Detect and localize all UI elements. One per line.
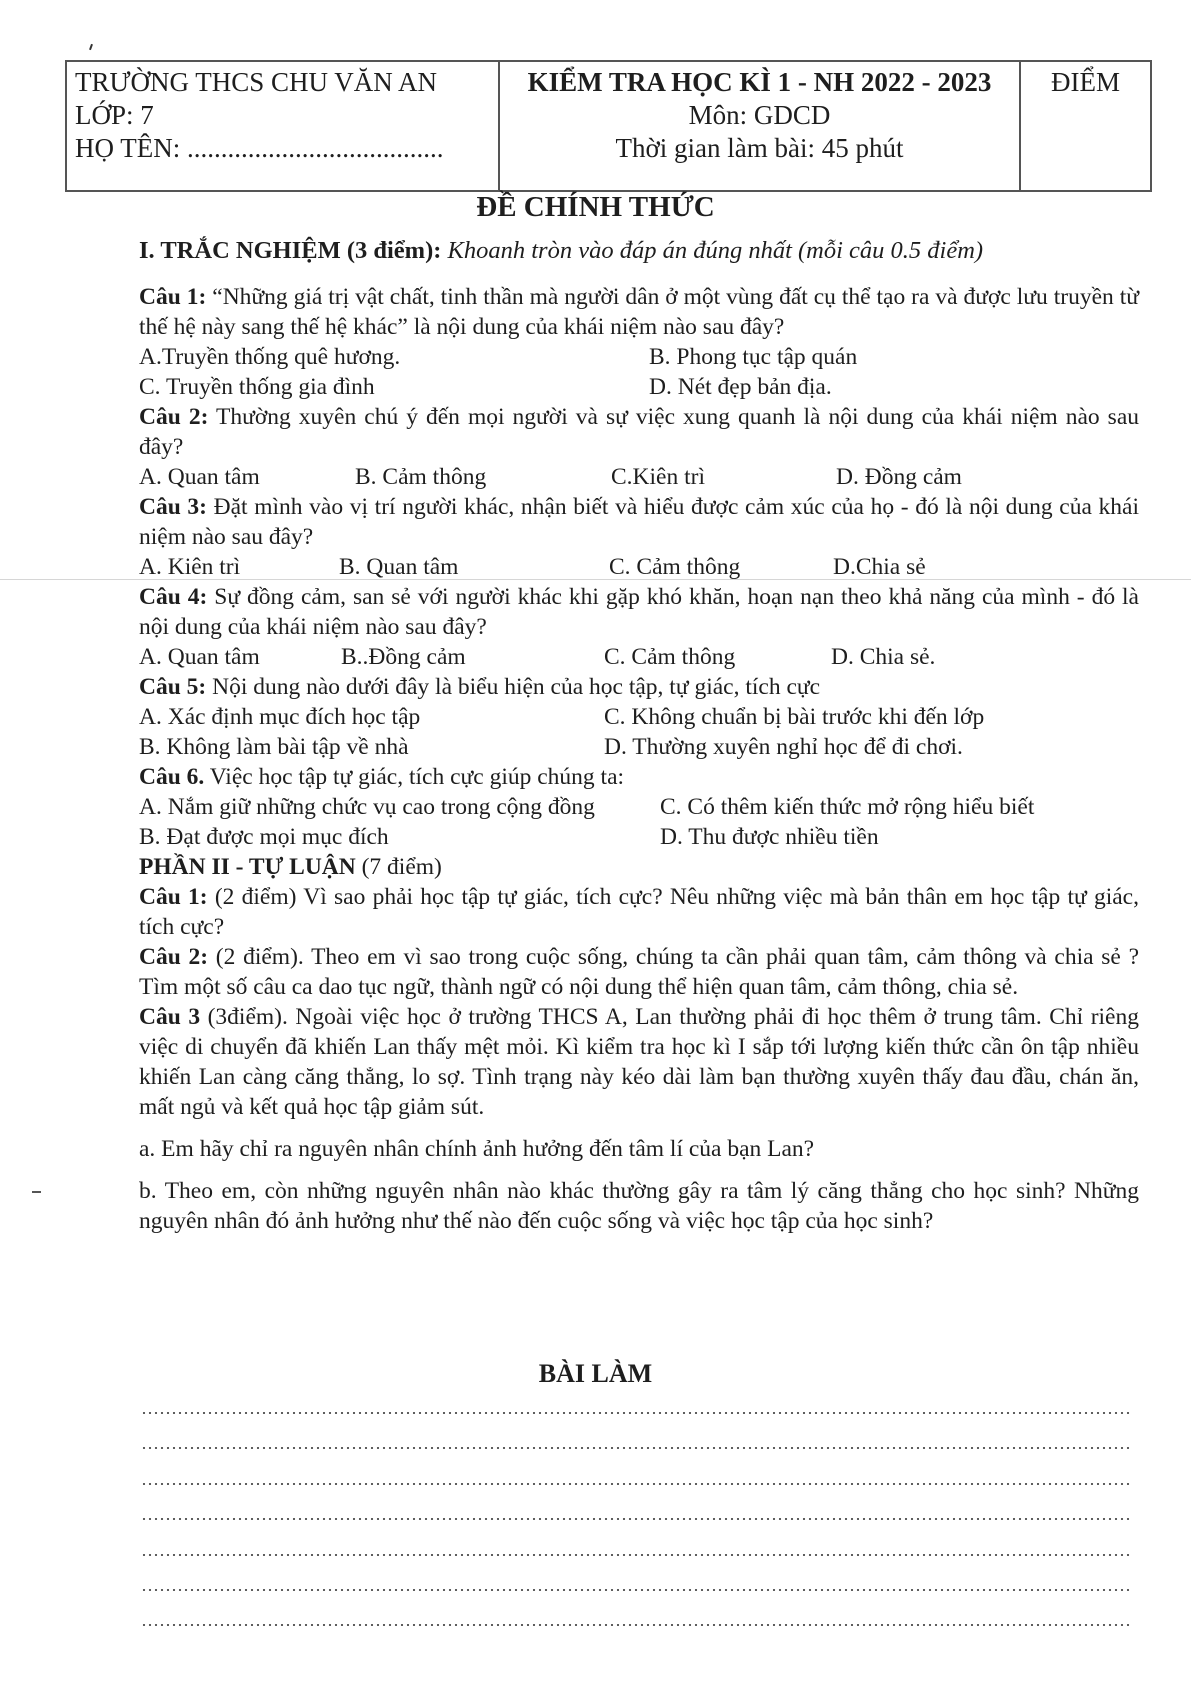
- question-label: Câu 6.: [139, 764, 205, 790]
- answer-line[interactable]: [141, 1412, 1131, 1414]
- question-text: Việc học tập tự giác, tích cực giúp chúng ta:: [204, 764, 625, 790]
- option-a: A. Xác định mục đích học tập: [139, 704, 421, 730]
- question-text: Thường xuyên chú ý đến mọi người và sự việc xung quanh là nội dung của khái niệm nào sau đây?: [139, 404, 1139, 460]
- essay-question-1: [139, 882, 1139, 942]
- question-text: (2 điểm) Vì sao phải học tập tự giác, tích cực? Nêu những việc mà bản thân em học tập tự giác, tích cực?: [139, 884, 1139, 940]
- option-d: D. Nét đẹp bản địa.: [649, 374, 832, 400]
- essay-question-3: [139, 1002, 1139, 1122]
- mcq-question-2: [139, 402, 1139, 462]
- question-label: Câu 2:: [139, 404, 209, 430]
- option-c: C. Cảm thông: [604, 644, 736, 670]
- mcq-question-5: [139, 672, 1139, 702]
- exam-title: KIỂM TRA HỌC KÌ 1 - NH 2022 - 2023: [527, 67, 992, 97]
- question-label: Câu 4:: [139, 584, 208, 610]
- option-d: D. Thu được nhiều tiền: [660, 824, 879, 850]
- part-2-points: (7 điểm): [355, 854, 442, 880]
- section-1-instruction: Khoanh tròn vào đáp án đúng nhất (mỗi câu 0.5 điểm): [447, 237, 984, 264]
- scan-speck: [89, 44, 93, 50]
- question-text: (2 điểm). Theo em vì sao trong cuộc sống, chúng ta cần phải quan tâm, cảm thông và chia sẻ ? Tìm một số câu ca dao tục ngữ, thành ngữ có nội dung thể hiện quan tâm, cảm thông, chia sẻ.: [139, 944, 1139, 1000]
- question-text: Đặt mình vào vị trí người khác, nhận biết và hiểu được cảm xúc của họ - đó là nội dung của khái niệm nào sau đây?: [139, 494, 1139, 550]
- option-b: B. Cảm thông: [355, 464, 487, 490]
- question-label: Câu 1:: [139, 284, 207, 310]
- question-text: Nội dung nào dưới đây là biểu hiện của học tập, tự giác, tích cực: [206, 674, 821, 700]
- option-b: B. Quan tâm: [339, 554, 459, 580]
- answer-line[interactable]: [141, 1554, 1131, 1556]
- question-label: Câu 1:: [139, 884, 208, 910]
- part-2-title: PHẦN II - TỰ LUẬN: [139, 854, 356, 880]
- score-label: ĐIỂM: [1051, 67, 1120, 97]
- school-name: TRƯỜNG THCS CHU VĂN AN: [75, 67, 437, 97]
- option-a: A. Nắm giữ những chức vụ cao trong cộng đồng: [139, 794, 595, 820]
- official-title: ĐỀ CHÍNH THỨC: [476, 191, 715, 223]
- option-a: A. Kiên trì: [139, 554, 241, 580]
- option-b: B. Không làm bài tập về nhà: [139, 734, 409, 760]
- mcq-question-3: [139, 492, 1139, 552]
- option-c: C.Kiên trì: [611, 464, 705, 490]
- subject-label: Môn: GDCD: [688, 100, 831, 130]
- option-d: D. Thường xuyên nghỉ học để đi chơi.: [604, 734, 963, 760]
- spacer: [139, 1164, 1139, 1176]
- option-c: C. Cảm thông: [609, 554, 741, 580]
- essay-question-3a: a. Em hãy chỉ ra nguyên nhân chính ảnh hưởng đến tâm lí của bạn Lan?: [139, 1136, 815, 1162]
- option-c: C. Truyền thống gia đình: [139, 374, 375, 400]
- mcq-3-options: [139, 552, 1139, 582]
- part-2-heading: [139, 852, 1139, 882]
- option-d: D.Chia sẻ: [833, 554, 926, 580]
- question-label: Câu 3:: [139, 494, 208, 520]
- spacer: [139, 1122, 1139, 1134]
- mcq-question-4: [139, 582, 1139, 642]
- section-1-title: I. TRẮC NGHIỆM (3 điểm):: [139, 237, 442, 264]
- header-left-cell: [67, 62, 500, 190]
- class-label: LỚP: 7: [75, 100, 154, 130]
- answer-line[interactable]: [141, 1447, 1131, 1449]
- answer-line[interactable]: [141, 1624, 1131, 1626]
- option-c: C. Có thêm kiến thức mở rộng hiểu biết: [660, 794, 1035, 820]
- answer-line[interactable]: [141, 1518, 1131, 1520]
- answer-line[interactable]: [141, 1589, 1131, 1591]
- header-middle-cell: [500, 62, 1021, 190]
- student-name-field: HỌ TÊN: ......................................: [75, 133, 444, 163]
- option-a: A. Quan tâm: [139, 644, 260, 670]
- mcq-1-options: [139, 342, 1139, 402]
- option-b: B. Đạt được mọi mục đích: [139, 824, 389, 850]
- answer-line[interactable]: [141, 1483, 1131, 1485]
- score-cell: [1021, 62, 1150, 190]
- option-b: B..Đồng cảm: [341, 644, 466, 670]
- mcq-5-options: [139, 702, 1139, 762]
- section-1-heading: [139, 236, 1139, 266]
- mcq-2-options: [139, 462, 1139, 492]
- option-d: D. Đồng cảm: [836, 464, 962, 490]
- essay-question-3b: b. Theo em, còn những nguyên nhân nào khác thường gây ra tâm lý căng thẳng cho học sinh? Những nguyên nhân đó ảnh hưởng như thế nào đến cuộc sống và việc học tập của học sinh?: [139, 1178, 1139, 1234]
- essay-question-2: [139, 942, 1139, 1002]
- option-a: A. Quan tâm: [139, 464, 260, 490]
- exam-content: [139, 236, 1139, 1236]
- question-text: “Những giá trị vật chất, tinh thần mà người dân ở một vùng đất cụ thể tạo ra và được lưu truyền từ thế hệ này sang thế hệ khác” là nội dung của khái niệm nào sau đây?: [139, 284, 1139, 340]
- option-c: C. Không chuẩn bị bài trước khi đến lớp: [604, 704, 985, 730]
- answer-section-title: BÀI LÀM: [538, 1359, 653, 1388]
- question-text: (3điểm). Ngoài việc học ở trường THCS A, Lan thường phải đi học thêm ở trung tâm. Chỉ riêng việc di chuyển đã khiến Lan thấy mệt mỏi. Kì kiểm tra học kì I sắp tới lượng kiến thức cần ôn tập nhiều khiến Lan càng căng thẳng, lo sợ. Tình trạng này kéo dài làm bạn thường xuyên thấy đau đầu, chán ăn, mất ngủ và kết quả học tập giảm sút.: [139, 1004, 1139, 1120]
- mcq-question-6: [139, 762, 1139, 792]
- question-label: Câu 3: [139, 1004, 201, 1030]
- mcq-6-options: [139, 792, 1139, 852]
- option-d: D. Chia sẻ.: [831, 644, 936, 670]
- header-table: [65, 60, 1152, 192]
- scan-speck: [32, 1191, 41, 1193]
- mcq-4-options: [139, 642, 1139, 672]
- question-text: Sự đồng cảm, san sẻ với người khác khi gặp khó khăn, hoạn nạn theo khả năng của mình - đó là nội dung của khái niệm nào sau đây?: [139, 584, 1139, 640]
- question-label: Câu 2:: [139, 944, 209, 970]
- option-a: A.Truyền thống quê hương.: [139, 344, 401, 370]
- option-b: B. Phong tục tập quán: [649, 344, 858, 370]
- question-label: Câu 5:: [139, 674, 207, 700]
- time-label: Thời gian làm bài: 45 phút: [615, 133, 904, 163]
- mcq-question-1: [139, 282, 1139, 342]
